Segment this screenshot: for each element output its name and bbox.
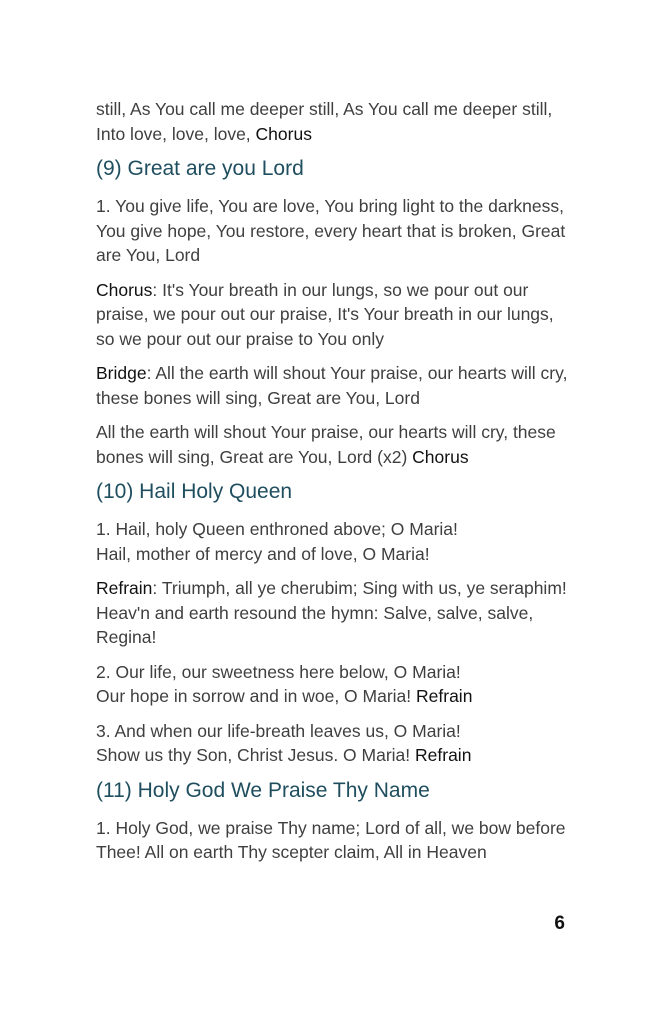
continued-line-2: Into love, love, love, xyxy=(96,123,256,144)
verse-line: Show us thy Son, Christ Jesus. O Maria! xyxy=(96,745,416,765)
continued-line-1: still, As You call me deeper still, As You call me deeper still, xyxy=(96,99,553,119)
repeat-text: All the earth will shout Your praise, our hearts will cry, these bones will sing, Great are You, Lord (x2) xyxy=(96,422,556,467)
song-title-10: (10) Hail Holy Queen xyxy=(96,480,293,503)
song9-bridge xyxy=(96,361,576,410)
refrain-line: Heav'n and earth resound the hymn: Salve, salve, salve, Regina! xyxy=(96,602,534,647)
refrain-tag: Refrain xyxy=(415,745,472,765)
bridge-label: Bridge xyxy=(96,363,147,383)
song-title-9: (9) Great are you Lord xyxy=(96,157,304,180)
song9-repeat xyxy=(96,420,576,469)
refrain-tag: Refrain xyxy=(416,686,473,706)
verse-line: 1. Hail, holy Queen enthroned above; O Maria! xyxy=(96,519,458,539)
verse-line: Our hope in sorrow and in woe, O Maria! xyxy=(96,686,417,706)
chorus-tag: Chorus xyxy=(255,123,312,144)
continued-verse xyxy=(96,97,576,146)
verse-line: 3. And when our life-breath leaves us, O Maria! xyxy=(96,720,461,741)
chorus-label: Chorus xyxy=(96,279,153,300)
chorus-text: : It's Your breath in our lungs, so we pour out our praise, we pour out our praise, It's Your breath in our lungs, so we pour out our praise to You only xyxy=(96,279,554,349)
refrain-label: Refrain xyxy=(96,578,153,598)
hymnal-page xyxy=(96,97,576,875)
song9-chorus xyxy=(96,278,576,352)
song-title-11: (11) Holy God We Praise Thy Name xyxy=(96,778,430,802)
song11-verse-1: 1. Holy God, we praise Thy name; Lord of all, we bow before Thee! All on earth Thy scepter claim, All in Heaven xyxy=(96,817,566,862)
song10-verse-2 xyxy=(96,660,576,709)
song10-verse-1 xyxy=(96,517,576,566)
verse-line: Hail, mother of mercy and of love, O Maria! xyxy=(96,543,430,564)
song10-verse-3 xyxy=(96,719,576,768)
refrain-line: : Triumph, all ye cherubim; Sing with us, ye seraphim! xyxy=(152,578,567,598)
verse-line: 2. Our life, our sweetness here below, O Maria! xyxy=(96,661,461,682)
song9-verse-1: 1. You give life, You are love, You bring light to the darkness, You give hope, You restore, every heart that is broken, Great are You, Lord xyxy=(96,196,566,265)
song10-refrain xyxy=(96,576,576,650)
bridge-text: : All the earth will shout Your praise, our hearts will cry, these bones will sing, Great are You, Lord xyxy=(96,363,568,408)
chorus-tag: Chorus xyxy=(412,446,469,467)
page-number: 6 xyxy=(554,913,565,934)
